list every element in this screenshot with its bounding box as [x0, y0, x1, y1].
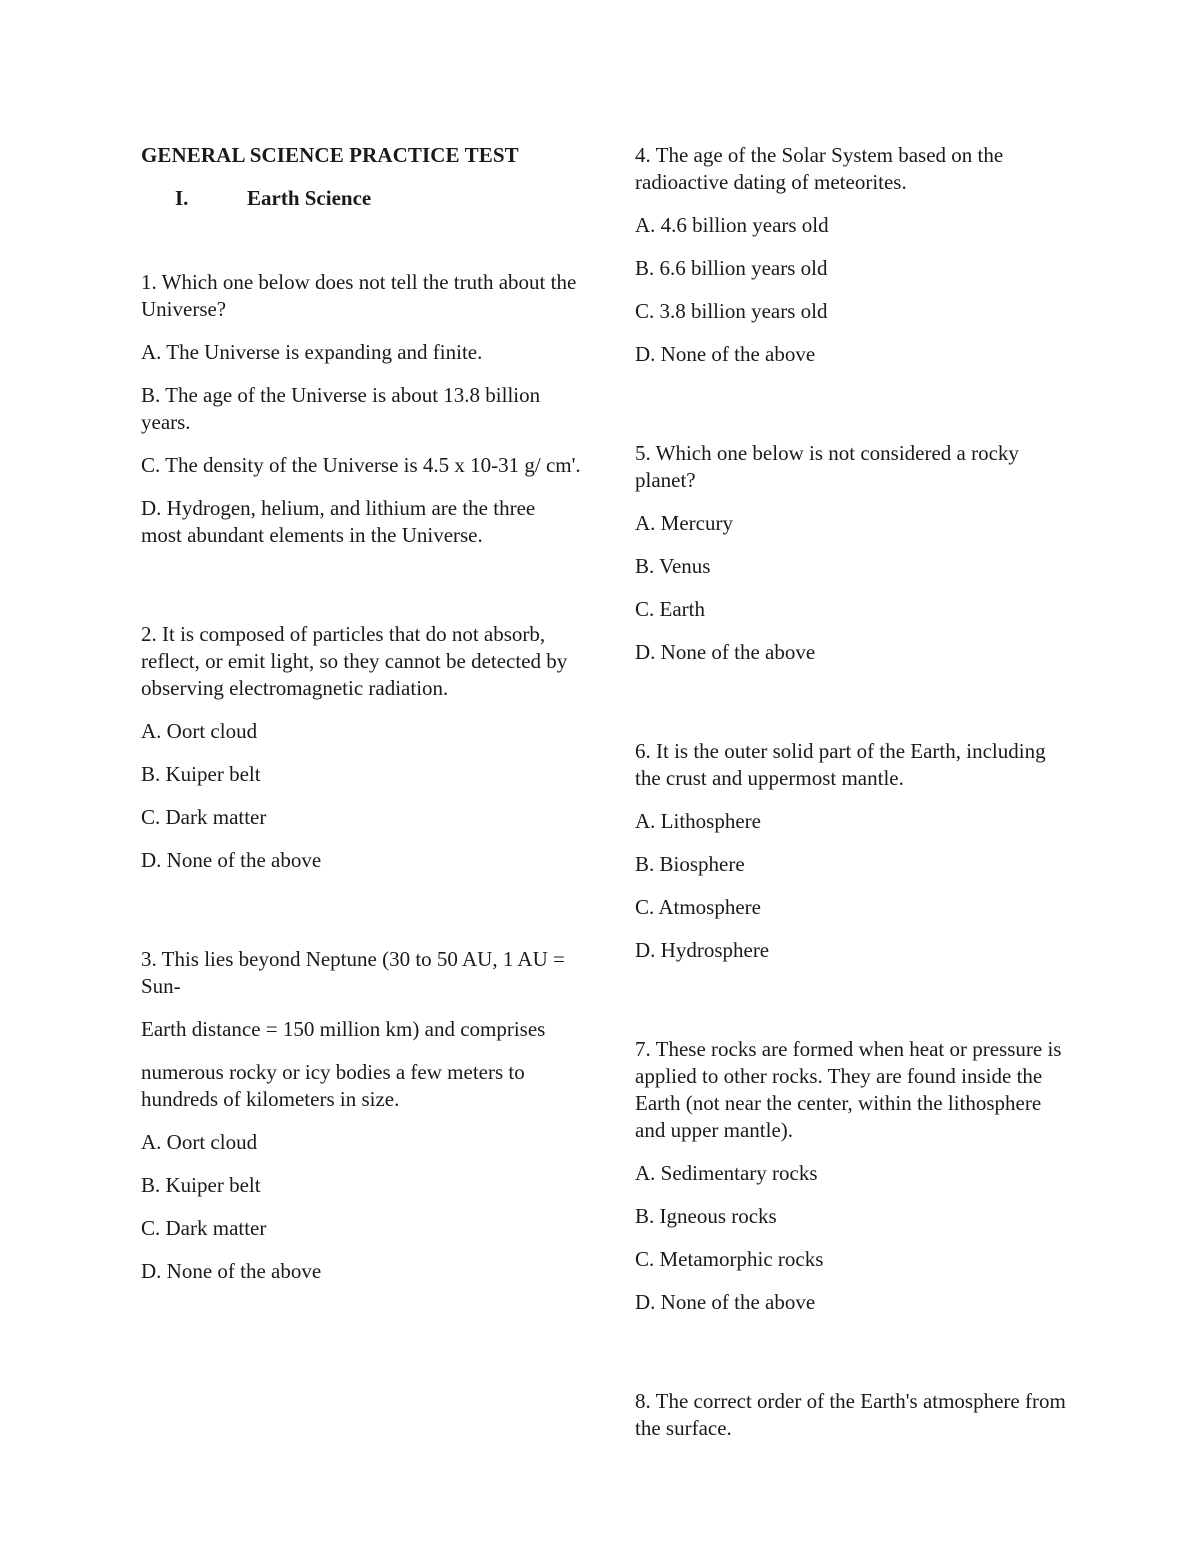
option-b: B. Venus — [635, 554, 711, 578]
left-column — [141, 142, 581, 1301]
option-b: B. Biosphere — [635, 852, 745, 876]
section-heading — [175, 185, 581, 211]
option-b: B. Igneous rocks — [635, 1204, 777, 1228]
option-d: D. None of the above — [141, 1259, 322, 1283]
question-text: 1. Which one below does not tell the truth about the Universe? — [141, 270, 577, 321]
question-text: 3. This lies beyond Neptune (30 to 50 AU, 1 AU = Sun- — [141, 947, 565, 998]
option-d: D. Hydrogen, helium, and lithium are the three most abundant elements in the Universe. — [141, 496, 536, 547]
option-c: C. The density of the Universe is 4.5 x 10-31 g/ cm'. — [141, 453, 581, 477]
option-c: C. Metamorphic rocks — [635, 1247, 824, 1271]
question-text: 4. The age of the Solar System based on the radioactive dating of meteorites. — [635, 143, 1004, 194]
option-d: D. None of the above — [635, 640, 816, 664]
option-c: C. Atmosphere — [635, 895, 761, 919]
question-text: 2. It is composed of particles that do not absorb, reflect, or emit light, so they cannot be detected by observing electromagnetic radiation. — [141, 622, 568, 700]
section-number: I. — [175, 186, 189, 210]
question-text: 8. The correct order of the Earth's atmosphere from the surface. — [635, 1389, 1066, 1440]
option-a: A. 4.6 billion years old — [635, 213, 829, 237]
question-3 — [141, 946, 581, 1285]
option-b: B. The age of the Universe is about 13.8 billion years. — [141, 383, 541, 434]
option-d: D. Hydrosphere — [635, 938, 770, 962]
option-d: D. None of the above — [635, 342, 816, 366]
question-6 — [635, 738, 1075, 964]
page-title: GENERAL SCIENCE PRACTICE TEST — [141, 143, 519, 167]
question-8 — [635, 1388, 1075, 1442]
option-b: B. Kuiper belt — [141, 1173, 261, 1197]
question-2 — [141, 621, 581, 874]
option-a: A. Lithosphere — [635, 809, 761, 833]
question-text: 7. These rocks are formed when heat or pressure is applied to other rocks. They are found inside the Earth (not near the center, within the lithosphere and upper mantle). — [635, 1037, 1062, 1142]
option-a: A. Sedimentary rocks — [635, 1161, 818, 1185]
question-text-continued: Earth distance = 150 million km) and comprises — [141, 1017, 546, 1041]
question-text: 5. Which one below is not considered a rocky planet? — [635, 441, 1019, 492]
option-c: C. 3.8 billion years old — [635, 299, 828, 323]
option-b: B. 6.6 billion years old — [635, 256, 828, 280]
option-a: A. Oort cloud — [141, 1130, 258, 1154]
question-text-continued: numerous rocky or icy bodies a few meters to hundreds of kilometers in size. — [141, 1060, 525, 1111]
question-7 — [635, 1036, 1075, 1316]
option-d: D. None of the above — [141, 848, 322, 872]
option-b: B. Kuiper belt — [141, 762, 261, 786]
question-5 — [635, 440, 1075, 666]
question-text: 6. It is the outer solid part of the Earth, including the crust and uppermost mantle. — [635, 739, 1046, 790]
option-c: C. Dark matter — [141, 805, 267, 829]
question-1 — [141, 269, 581, 549]
section-title: Earth Science — [247, 186, 372, 210]
right-column — [635, 142, 1075, 1458]
option-a: A. Oort cloud — [141, 719, 258, 743]
option-a: A. Mercury — [635, 511, 733, 535]
option-a: A. The Universe is expanding and finite. — [141, 340, 483, 364]
option-c: C. Earth — [635, 597, 705, 621]
option-d: D. None of the above — [635, 1290, 816, 1314]
option-c: C. Dark matter — [141, 1216, 267, 1240]
question-4 — [635, 142, 1075, 368]
